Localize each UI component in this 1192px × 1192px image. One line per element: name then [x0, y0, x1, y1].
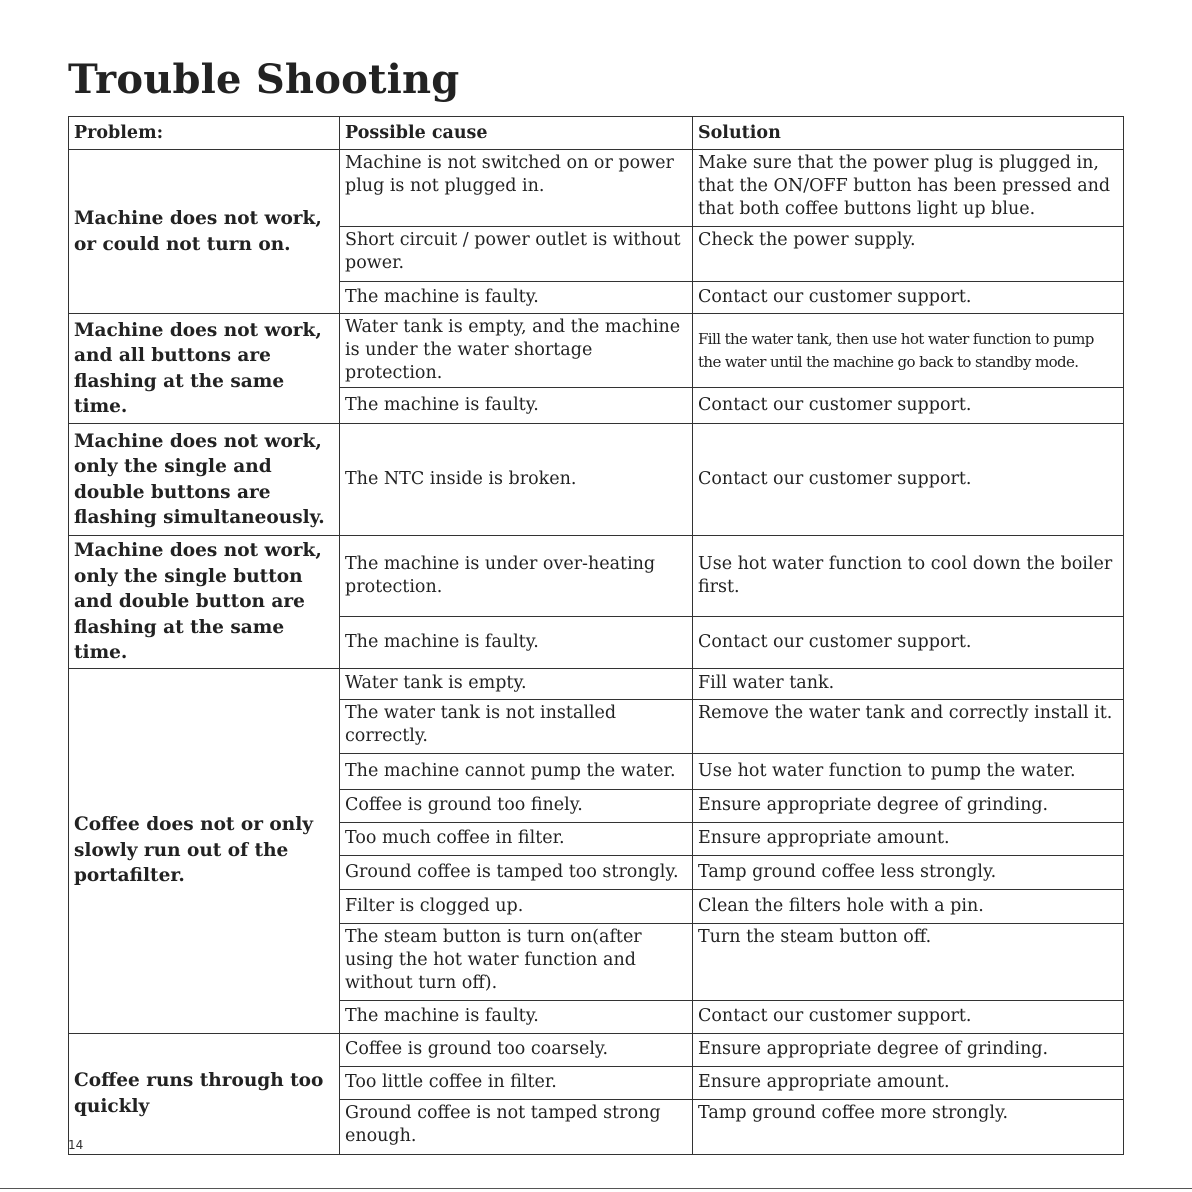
solution-cell: Ensure appropriate amount.	[693, 822, 1124, 855]
cause-cell: Too little coffee in filter.	[340, 1066, 693, 1099]
cause-cell: The machine is faulty.	[340, 1000, 693, 1033]
table-row	[69, 1033, 1124, 1066]
problem-cell: Machine does not work, only the single and double buttons are flashing simultaneously.	[69, 424, 340, 536]
troubleshooting-table	[68, 116, 1124, 1155]
problem-cell: Coffee does not or only slowly run out of the portafilter.	[69, 668, 340, 1033]
cause-cell: Water tank is empty.	[340, 668, 693, 699]
page-title: Trouble Shooting	[68, 56, 460, 103]
page-number: 14	[68, 1138, 84, 1152]
table-header-row	[69, 117, 1124, 150]
solution-cell: Clean the filters hole with a pin.	[693, 889, 1124, 923]
cause-cell: Coffee is ground too finely.	[340, 789, 693, 822]
solution-cell: Remove the water tank and correctly install it.	[693, 699, 1124, 753]
solution-cell: Ensure appropriate degree of grinding.	[693, 789, 1124, 822]
header-solution: Solution	[693, 117, 1124, 150]
cause-cell: The machine is faulty.	[340, 282, 693, 314]
solution-cell: Turn the steam button off.	[693, 923, 1124, 1000]
table-row	[69, 668, 1124, 699]
cause-cell: Filter is clogged up.	[340, 889, 693, 923]
solution-cell: Fill the water tank, then use hot water function to pump the water until the machine go back to standby mode.	[693, 314, 1124, 388]
solution-cell: Contact our customer support.	[693, 282, 1124, 314]
solution-cell: Check the power supply.	[693, 227, 1124, 282]
solution-cell: Contact our customer support.	[693, 388, 1124, 424]
solution-cell: Tamp ground coffee less strongly.	[693, 855, 1124, 889]
cause-cell: Short circuit / power outlet is without power.	[340, 227, 693, 282]
table-row	[69, 150, 1124, 227]
solution-cell: Contact our customer support.	[693, 616, 1124, 668]
cause-cell: The machine is faulty.	[340, 388, 693, 424]
table-row	[69, 314, 1124, 388]
cause-cell: The machine is faulty.	[340, 616, 693, 668]
cause-cell: Too much coffee in filter.	[340, 822, 693, 855]
solution-cell: Contact our customer support.	[693, 424, 1124, 536]
problem-cell: Coffee runs through too quickly	[69, 1033, 340, 1154]
cause-cell: Water tank is empty, and the machine is under the water shortage protection.	[340, 314, 693, 388]
solution-cell: Use hot water function to cool down the boiler first.	[693, 536, 1124, 617]
solution-cell: Contact our customer support.	[693, 1000, 1124, 1033]
cause-cell: The water tank is not installed correctly.	[340, 699, 693, 753]
solution-cell: Tamp ground coffee more strongly.	[693, 1099, 1124, 1154]
cause-cell: The NTC inside is broken.	[340, 424, 693, 536]
cause-cell: The machine cannot pump the water.	[340, 753, 693, 789]
table-row	[69, 424, 1124, 536]
bottom-divider	[0, 1188, 1192, 1189]
solution-cell: Make sure that the power plug is plugged in, that the ON/OFF button has been pressed and that both coffee buttons light up blue.	[693, 150, 1124, 227]
solution-cell: Ensure appropriate degree of grinding.	[693, 1033, 1124, 1066]
cause-cell: Machine is not switched on or power plug is not plugged in.	[340, 150, 693, 227]
solution-cell: Fill water tank.	[693, 668, 1124, 699]
solution-cell: Ensure appropriate amount.	[693, 1066, 1124, 1099]
problem-cell: Machine does not work, only the single button and double button are flashing at the same time.	[69, 536, 340, 669]
header-possible-cause: Possible cause	[340, 117, 693, 150]
cause-cell: Coffee is ground too coarsely.	[340, 1033, 693, 1066]
cause-cell: Ground coffee is tamped too strongly.	[340, 855, 693, 889]
problem-cell: Machine does not work, and all buttons are flashing at the same time.	[69, 314, 340, 424]
cause-cell: Ground coffee is not tamped strong enough.	[340, 1099, 693, 1154]
table-row	[69, 536, 1124, 617]
solution-cell: Use hot water function to pump the water.	[693, 753, 1124, 789]
cause-cell: The machine is under over-heating protection.	[340, 536, 693, 617]
header-problem: Problem:	[69, 117, 340, 150]
problem-cell: Machine does not work, or could not turn on.	[69, 150, 340, 314]
cause-cell: The steam button is turn on(after using the hot water function and without turn off).	[340, 923, 693, 1000]
